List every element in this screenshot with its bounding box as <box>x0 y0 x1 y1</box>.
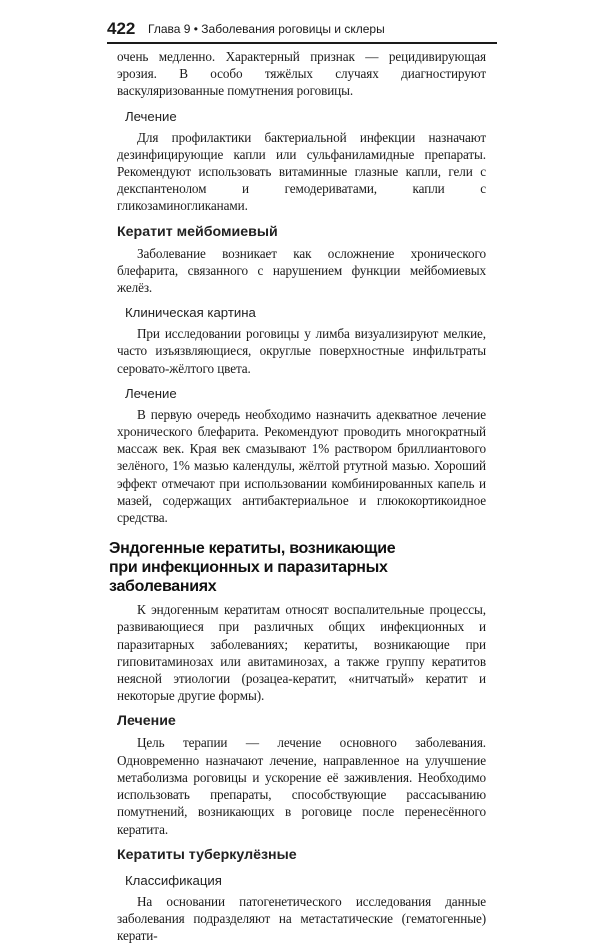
paragraph-meibomian: Заболевание возникает как осложнение хронического блефарита, связанного с нарушением функции мейбомиевых желёз. <box>117 245 486 296</box>
paragraph-prophylaxis: Для профилактики бактериальной инфекции назначают дезинфицирующие капли или сульфаниламидные препараты. Рекомендуют использовать витаминные глазные капли, гели с декспантенолом и гемодериватами, капли с гликозаминогликанами. <box>117 129 486 214</box>
subheading-treatment-2: Лечение <box>125 385 177 401</box>
running-head <box>107 16 497 44</box>
page-number: 422 <box>107 19 136 38</box>
subheading-clinical-picture: Клиническая картина <box>125 305 256 321</box>
heading-meibomian-keratitis: Кератит мейбомиевый <box>117 223 278 240</box>
heading-treatment-3: Лечение <box>117 713 176 730</box>
paragraph-erosion: очень медленно. Характерный признак — рецидивирующая эрозия. В особо тяжёлых случаях диагностируют васкуляризованные помутнения роговицы. <box>117 49 486 99</box>
paragraph-endogenous: К эндогенным кератитам относят воспалительные процессы, развивающиеся при различных общих инфекционных и паразитарных заболеваниях; кератиты, возникающие при гиповитаминозах или авитаминозах, а также группу кератитов неясной этиологии (розацеа-кератит, «нитчатый» кератит и некоторые другие формы). <box>117 602 486 704</box>
heading-tuberculous-keratitis: Кератиты туберкулёзные <box>117 846 297 863</box>
paragraph-blepharitis-treatment: В первую очередь необходимо назначить адекватное лечение хронического блефарита. Рекомендуют проводить многократный массаж век. Края век смазывают 1% раствором бриллиантового зелёного, 1% мазью календулы, жёлтой ртутной мазью. Хороший эффект отмечают при использовании комбинированных капель и мазей, содержащих антибактериальное и глюкокортикоидное средства. <box>117 406 486 526</box>
heading-endogenous-keratitis <box>109 539 486 596</box>
heading-endogenous-line-1: Эндогенные кератиты, возникающие <box>109 540 396 558</box>
heading-endogenous-line-2: при инфекционных и паразитарных заболеваниях <box>109 559 388 596</box>
chapter-title: Глава 9 • Заболевания роговицы и склеры <box>148 22 385 36</box>
subheading-classification: Классификация <box>125 872 222 888</box>
page-content <box>109 48 486 944</box>
subheading-treatment-1: Лечение <box>125 108 177 124</box>
paragraph-therapy: Цель терапии — лечение основного заболевания. Одновременно назначают лечение, направленное на улучшение метаболизма роговицы и ускорение её заживления. Необходимо использовать препараты, способствующие рассасыванию помутнений, возникающих в роговице после перенесённого кератита. <box>117 735 486 837</box>
paragraph-classification: На основании патогенетического исследования данные заболевания подразделяют на метастатические (гематогенные) керати- <box>117 893 486 944</box>
paragraph-clinical: При исследовании роговицы у лимба визуализируют мелкие, часто изъязвляющиеся, округлые поверхностные инфильтраты серовато-жёлтого цвета. <box>117 326 486 376</box>
